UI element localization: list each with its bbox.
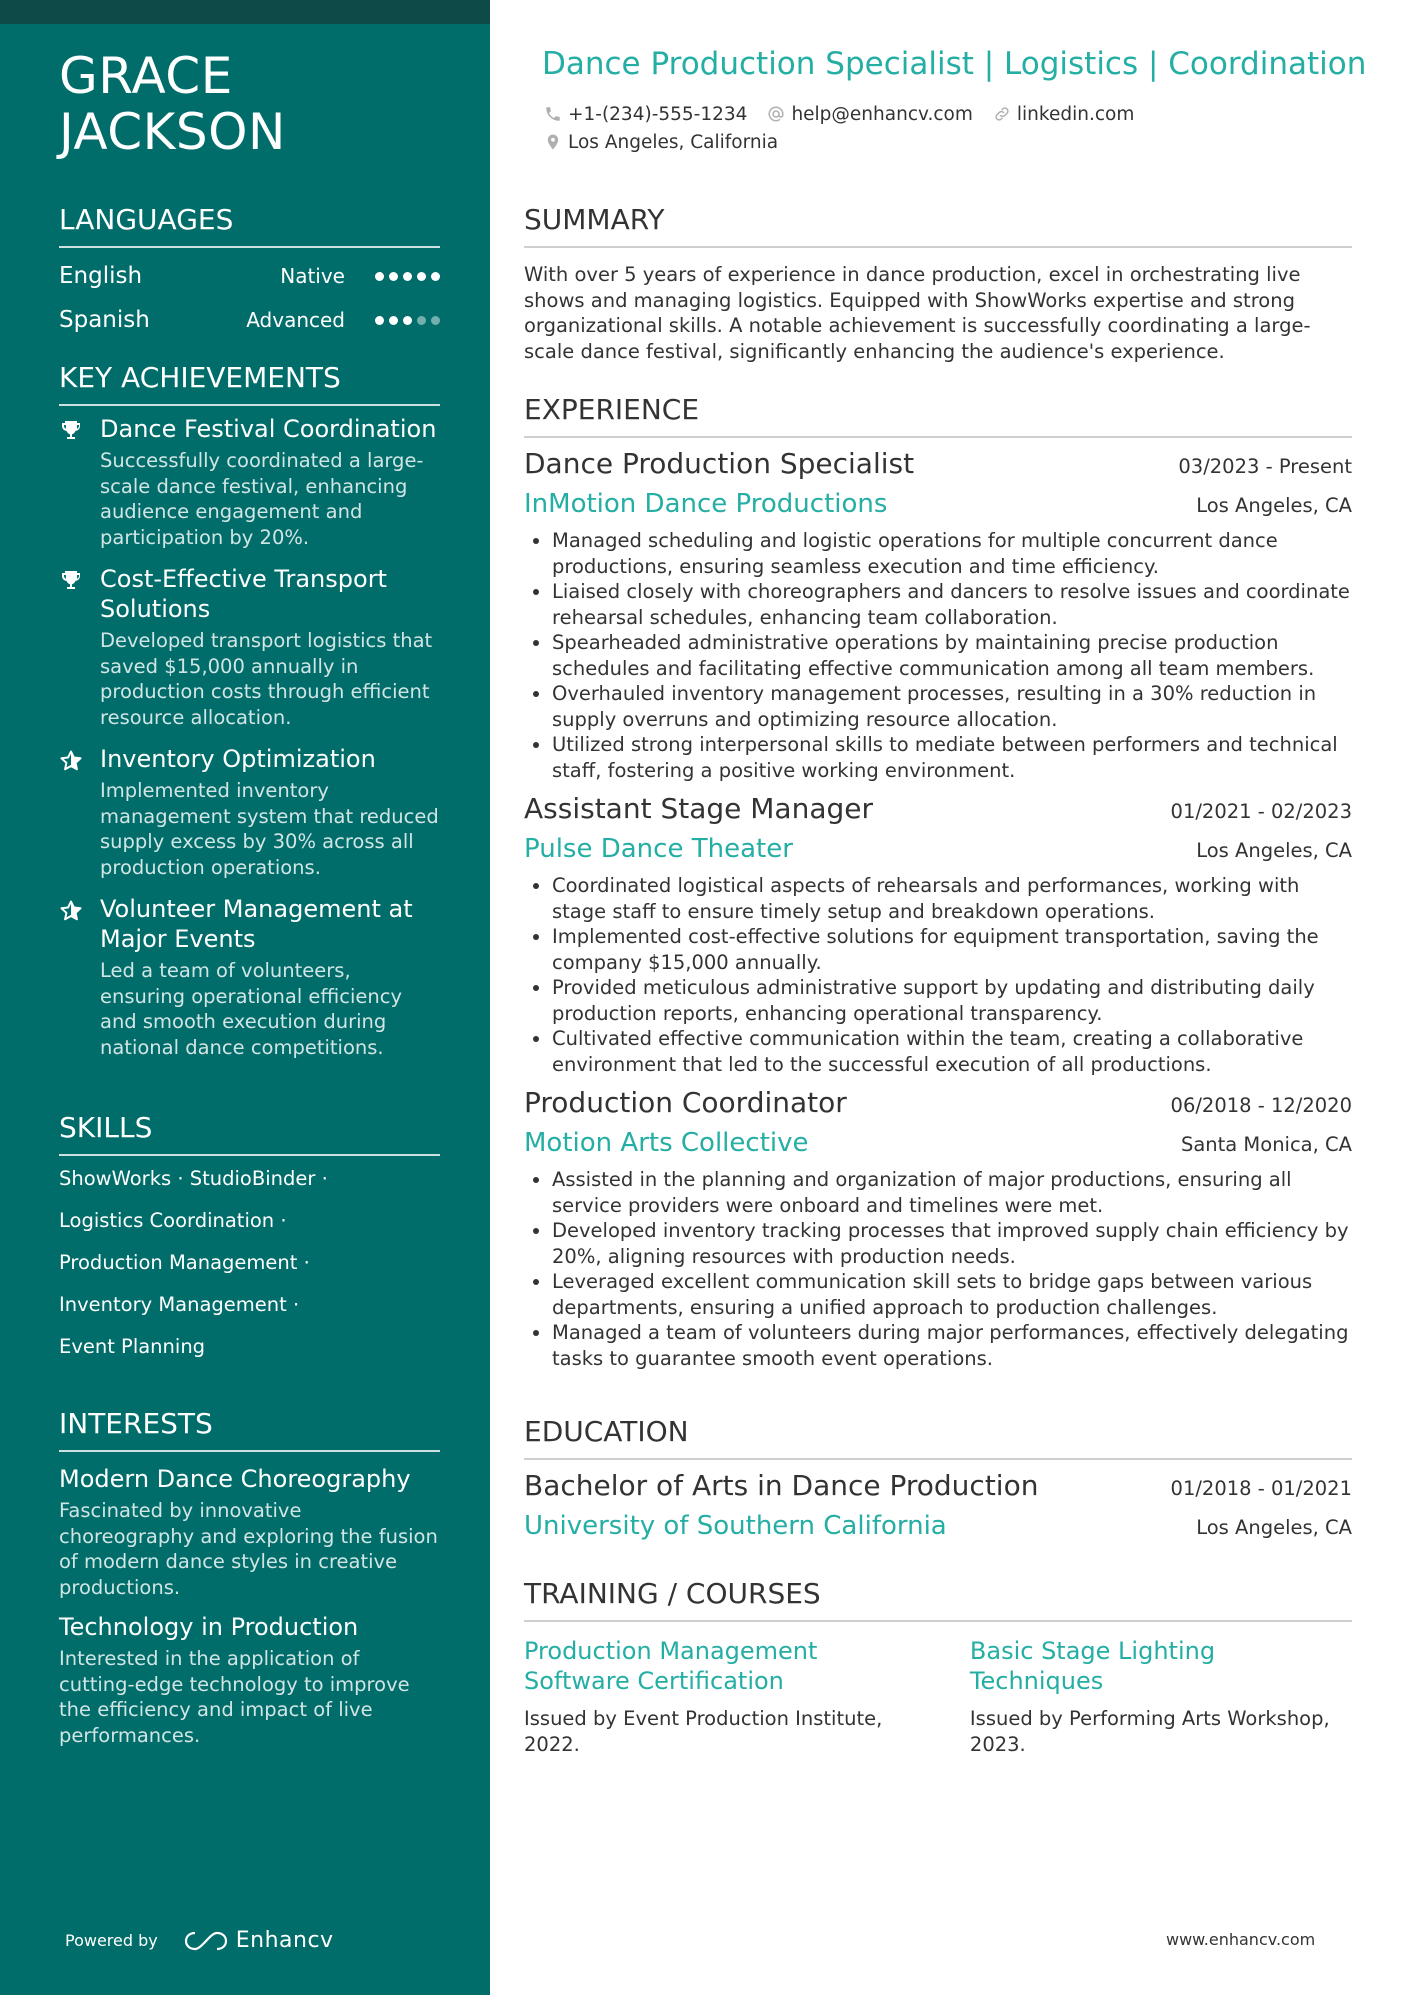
achievement-item xyxy=(59,414,440,550)
phone-icon xyxy=(544,105,562,123)
job-bullet: • Coordinated logistical aspects of rehearsals and performances, working with stage staff to ensure timely setup and breakdown operations. xyxy=(552,873,1352,924)
skill-line: Logistics Coordination · xyxy=(59,1209,287,1232)
contact-location xyxy=(544,132,778,153)
interest-item xyxy=(59,1612,440,1748)
education-title: EDUCATION xyxy=(524,1414,1352,1460)
job-entry xyxy=(524,1083,1352,1371)
footer-website[interactable]: www.enhancv.com xyxy=(1166,1930,1316,1949)
job-date: 03/2023 - Present xyxy=(1178,455,1352,478)
achievement-desc: Developed transport logistics that saved $15,000 annually in production costs through efficient resource allocation. xyxy=(100,629,433,729)
languages-title: LANGUAGES xyxy=(59,202,440,248)
rating-dot-filled xyxy=(375,316,384,325)
star-icon xyxy=(59,749,83,773)
powered-by xyxy=(65,1928,334,1953)
skill-line: Inventory Management · xyxy=(59,1293,300,1316)
achievements-section xyxy=(59,360,440,1060)
last-name: JACKSON xyxy=(59,103,286,161)
summary-section xyxy=(524,202,1352,364)
languages-section xyxy=(59,202,440,342)
location-text: Los Angeles, California xyxy=(568,131,779,153)
interests-section xyxy=(59,1406,440,1748)
job-bullet: • Overhauled inventory management processes, resulting in a 30% reduction in supply overruns and optimizing resource allocation. xyxy=(552,681,1352,732)
rating-dot-filled xyxy=(389,272,398,281)
rating-dot-filled xyxy=(389,316,398,325)
rating-dot-empty xyxy=(417,316,426,325)
skills-title: SKILLS xyxy=(59,1110,440,1156)
rating-dot-filled xyxy=(375,272,384,281)
star-icon xyxy=(59,899,83,923)
skills-section xyxy=(59,1110,440,1368)
language-name: English xyxy=(59,263,143,289)
summary-title: SUMMARY xyxy=(524,202,1352,248)
location-pin-icon xyxy=(544,133,562,151)
powered-by-label: Powered by xyxy=(65,1931,158,1950)
job-location: Los Angeles, CA xyxy=(1196,839,1352,862)
interest-title: Modern Dance Choreography xyxy=(59,1465,411,1493)
achievement-desc: Implemented inventory management system that reduced supply excess by 30% across all production operations. xyxy=(100,779,439,879)
achievement-title: Volunteer Management at Major Events xyxy=(100,895,413,953)
job-bullets xyxy=(524,873,1352,1077)
summary-text: With over 5 years of experience in dance production, excel in orchestrating live shows and managing logistics. Equipped with ShowWorks expertise and strong organizational skills. A notable achievement is successfully coordinating a large-scale dance festival, significantly enhancing the audience's experience. xyxy=(524,263,1311,363)
rating-dot-filled xyxy=(403,272,412,281)
rating-dot-filled xyxy=(417,272,426,281)
education-section xyxy=(524,1414,1352,1546)
link-icon xyxy=(993,105,1011,123)
experience-section xyxy=(524,392,1352,1371)
contact-info xyxy=(544,100,1134,156)
rating-dot-empty xyxy=(431,316,440,325)
job-location: Los Angeles, CA xyxy=(1196,494,1352,517)
language-rating xyxy=(375,272,440,281)
achievement-title: Dance Festival Coordination xyxy=(100,415,437,443)
achievements-title: KEY ACHIEVEMENTS xyxy=(59,360,440,406)
job-bullet: • Implemented cost-effective solutions for equipment transportation, saving the company $15,000 annually. xyxy=(552,924,1352,975)
achievement-desc: Successfully coordinated a large-scale dance festival, enhancing audience engagement and participation by 20%. xyxy=(100,449,424,549)
job-bullet: • Leveraged excellent communication skill sets to bridge gaps between various departments, ensuring a unified approach to production challenges. xyxy=(552,1269,1352,1320)
job-entry xyxy=(524,789,1352,1077)
job-entry xyxy=(524,444,1352,783)
achievement-item xyxy=(59,894,440,1060)
contact-email[interactable] xyxy=(767,104,972,125)
training-title: TRAINING / COURSES xyxy=(524,1576,1352,1622)
interest-title: Technology in Production xyxy=(59,1613,359,1641)
at-icon xyxy=(767,105,785,123)
course-item xyxy=(524,1636,916,1757)
school: University of Southern California xyxy=(524,1511,947,1541)
infinity-logo-icon xyxy=(184,1930,228,1952)
job-bullets xyxy=(524,528,1352,783)
education-location: Los Angeles, CA xyxy=(1196,1516,1352,1539)
email-text: help@enhancv.com xyxy=(791,103,973,125)
job-company: Pulse Dance Theater xyxy=(524,834,793,864)
job-bullets xyxy=(524,1167,1352,1371)
job-bullet: • Spearheaded administrative operations by maintaining precise production schedules and facilitating effective communication among all team members. xyxy=(552,630,1352,681)
phone-text: +1-(234)-555-1234 xyxy=(568,103,748,125)
skill-line: ShowWorks · StudioBinder · xyxy=(59,1167,328,1190)
language-row xyxy=(59,298,440,342)
interest-desc: Fascinated by innovative choreography and exploring the fusion of modern dance styles in creative productions. xyxy=(59,1499,438,1599)
education-entry xyxy=(524,1466,1352,1546)
candidate-name xyxy=(59,48,459,160)
contact-linkedin[interactable] xyxy=(993,104,1134,125)
job-title: Assistant Stage Manager xyxy=(524,792,874,825)
skill-line: Event Planning xyxy=(59,1335,206,1358)
job-bullet: • Managed scheduling and logistic operations for multiple concurrent dance productions, ensuring seamless execution and time efficiency. xyxy=(552,528,1352,579)
enhancv-logo[interactable] xyxy=(184,1928,334,1953)
job-bullet: • Cultivated effective communication within the team, creating a collaborative environment that led to the successful execution of all productions. xyxy=(552,1026,1352,1077)
skill-line: Production Management · xyxy=(59,1251,310,1274)
interests-title: INTERESTS xyxy=(59,1406,440,1452)
achievement-title: Cost-Effective Transport Solutions xyxy=(100,565,387,623)
course-desc: Issued by Performing Arts Workshop, 2023. xyxy=(969,1707,1330,1756)
job-title: Production Coordinator xyxy=(524,1086,847,1119)
job-date: 01/2021 - 02/2023 xyxy=(1170,800,1352,823)
achievement-item xyxy=(59,564,440,730)
job-company: Motion Arts Collective xyxy=(524,1128,809,1158)
language-level: Native xyxy=(280,264,345,288)
language-rating xyxy=(375,316,440,325)
course-title: Production Management Software Certification xyxy=(524,1637,818,1695)
job-bullet: • Developed inventory tracking processes that improved supply chain efficiency by 20%, aligning resources with production needs. xyxy=(552,1218,1352,1269)
headline: Dance Production Specialist | Logistics | Coordination xyxy=(542,46,1367,82)
interest-desc: Interested in the application of cutting-edge technology to improve the efficiency and impact of live performances. xyxy=(59,1647,410,1747)
language-row xyxy=(59,254,440,298)
language-level: Advanced xyxy=(246,308,345,332)
rating-dot-filled xyxy=(403,316,412,325)
rating-dot-filled xyxy=(431,272,440,281)
course-item xyxy=(970,1636,1352,1757)
job-date: 06/2018 - 12/2020 xyxy=(1170,1094,1352,1117)
achievement-item xyxy=(59,744,440,880)
language-name: Spanish xyxy=(59,307,150,333)
course-title: Basic Stage Lighting Techniques xyxy=(969,1637,1216,1695)
job-company: InMotion Dance Productions xyxy=(524,489,888,519)
job-bullet: • Managed a team of volunteers during major performances, effectively delegating tasks to guarantee smooth event operations. xyxy=(552,1320,1352,1371)
course-desc: Issued by Event Production Institute, 2022. xyxy=(524,1707,883,1756)
job-bullet: • Utilized strong interpersonal skills to mediate between performers and technical staff, fostering a positive working environment. xyxy=(552,732,1352,783)
linkedin-text: linkedin.com xyxy=(1016,103,1135,125)
trophy-icon xyxy=(59,569,83,593)
enhancv-brand: Enhancv xyxy=(235,1928,334,1953)
sidebar-top-bar xyxy=(0,0,490,24)
degree: Bachelor of Arts in Dance Production xyxy=(524,1469,1039,1502)
job-title: Dance Production Specialist xyxy=(524,447,915,480)
trophy-icon xyxy=(59,419,83,443)
job-bullet: • Assisted in the planning and organization of major productions, ensuring all service providers were onboard and timelines were met. xyxy=(552,1167,1352,1218)
training-section xyxy=(524,1576,1352,1757)
first-name: GRACE xyxy=(59,47,233,105)
education-date: 01/2018 - 01/2021 xyxy=(1170,1477,1352,1500)
job-bullet: • Provided meticulous administrative support by updating and distributing daily production reports, enhancing operational transparency. xyxy=(552,975,1352,1026)
job-location: Santa Monica, CA xyxy=(1180,1133,1352,1156)
contact-phone[interactable] xyxy=(544,104,747,125)
achievement-desc: Led a team of volunteers, ensuring operational efficiency and smooth execution during national dance competitions. xyxy=(100,959,403,1059)
interest-item xyxy=(59,1464,440,1600)
experience-title: EXPERIENCE xyxy=(524,392,1352,438)
job-bullet: • Liaised closely with choreographers and dancers to resolve issues and coordinate rehearsal schedules, enhancing team collaboration. xyxy=(552,579,1352,630)
sidebar xyxy=(0,0,490,1995)
achievement-title: Inventory Optimization xyxy=(100,745,376,773)
